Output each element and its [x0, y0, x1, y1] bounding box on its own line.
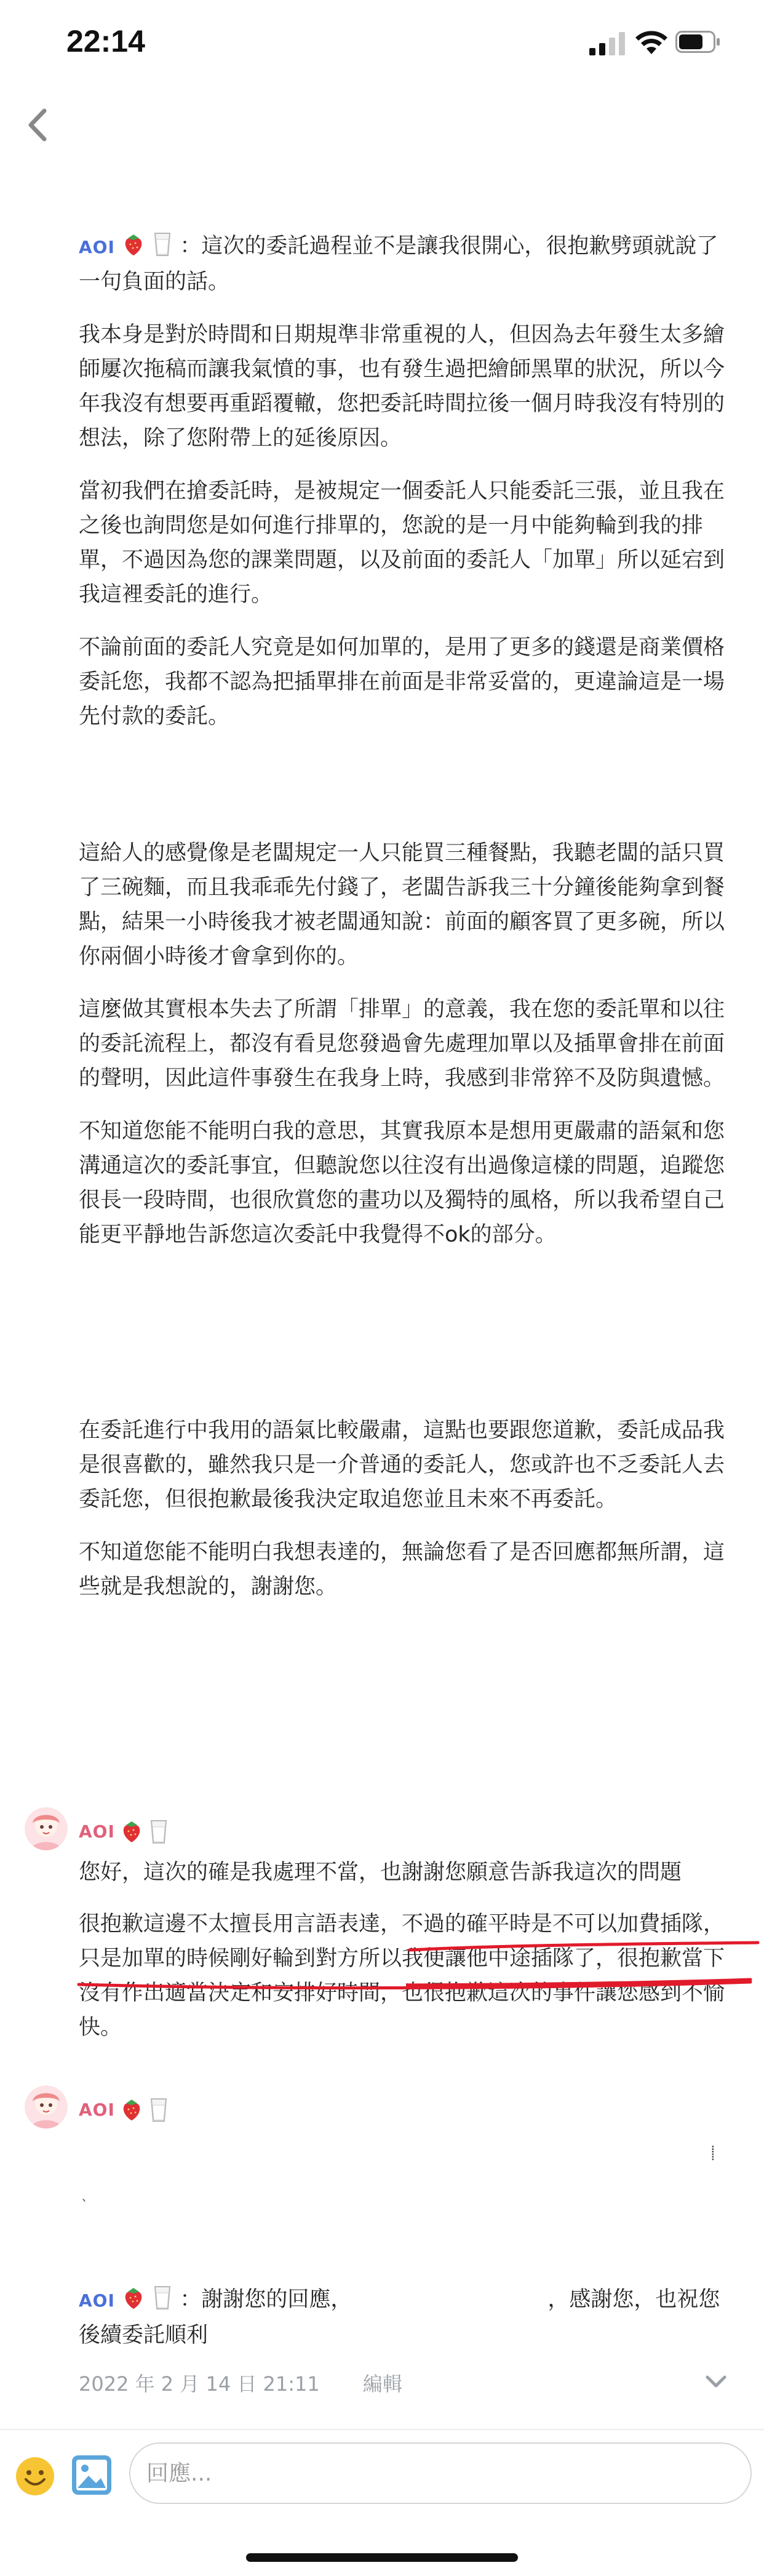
post-intro-text: ：這次的委託過程並不是讓我很開心，很抱歉劈頭就說了一句負面的話。 [79, 234, 718, 294]
battery-icon [675, 31, 721, 53]
image-icon[interactable] [70, 2454, 113, 2497]
avatar[interactable] [25, 2085, 68, 2129]
reply-name-row [79, 2094, 169, 2125]
avatar[interactable] [25, 1807, 68, 1850]
reply-header [25, 1807, 738, 1856]
milk-glass-emoji [152, 231, 173, 257]
strawberry-emoji [122, 2285, 145, 2310]
post-paragraph: 當初我們在搶委託時，是被規定一個委託人只能委託三張，並且我在之後也詢問您是如何進行排單的，您說的是一月中能夠輪到我的排單，不過因為您的課業問題，以及前面的委託人「加單」所以延宕到我這裡委託的進行。 [79, 479, 725, 607]
reply-header [25, 2085, 738, 2135]
reply-author-name[interactable]: AOI [79, 2099, 115, 2120]
status-time: 22:14 [66, 24, 145, 58]
reply-body [79, 1855, 731, 2045]
reply-line: 很抱歉這邊不太擅長用言語表達，不過的確平時是不可以加費插隊，只是加單的時候剛好輪到對方所以我便讓他中途插隊了，很抱歉當下沒有作出適當決定和安排好時間，也很抱歉這次的事件讓您感到不愉快。 [79, 1912, 725, 2040]
reply-line: 您好，這次的確是我處理不當，也謝謝您願意告訴我這次的問題 [79, 1860, 682, 1885]
post-section-2 [79, 836, 731, 1270]
home-indicator [246, 2553, 518, 2562]
edit-link[interactable]: 編輯 [362, 2372, 402, 2396]
reply-name-row [79, 1816, 169, 1847]
final-reply-text-b: ，感謝您，也祝您後續委託順利 [79, 2287, 720, 2348]
post-intro [79, 229, 731, 299]
post-paragraph: 不知道您能不能明白我的意思，其實我原本是想用更嚴肅的語氣和您溝通這次的委託事宜，但聽說您以往沒有出過像這樣的問題，追蹤您很長一段時間，也很欣賞您的畫功以及獨特的風格，所以我希望自己能更平靜地告訴您這次委託中我覺得不ok的部分。 [79, 1119, 725, 1247]
milk-glass-emoji [152, 2284, 173, 2310]
status-bar [0, 0, 764, 80]
reply-author-name[interactable]: AOI [79, 1821, 115, 1842]
final-reply-text-a: ：謝謝您的回應， [180, 2287, 352, 2312]
wifi-icon [634, 28, 669, 55]
milk-glass-emoji [148, 2097, 169, 2122]
smiley-face-icon[interactable] [15, 2456, 55, 2497]
author-name[interactable]: AOI [79, 237, 115, 257]
strawberry-emoji [120, 1819, 143, 1844]
post-paragraph: 不論前面的委託人究竟是如何加單的，是用了更多的錢還是商業價格委託您，我都不認為把插單排在前面是非常妥當的，更違論這是一場先付款的委託。 [79, 635, 725, 729]
chevron-down-icon[interactable] [702, 2370, 730, 2394]
signal-icon [589, 32, 626, 55]
post-date: 2022 年 2 月 14 日 21:11 [79, 2372, 320, 2396]
stray-mark: ˎ [81, 2186, 88, 2202]
post-paragraph: 不知道您能不能明白我想表達的，無論您看了是否回應都無所謂，這些就是我想說的，謝謝您。 [79, 1540, 725, 1599]
strawberry-emoji [120, 2097, 143, 2122]
strawberry-emoji [122, 232, 145, 257]
post-paragraph: 這給人的感覺像是老闆規定一人只能買三種餐點，我聽老闆的話只買了三碗麵，而且我乖乖先付錢了，老闆告訴我三十分鐘後能夠拿到餐點，結果一小時後我才被老闆通知說：前面的顧客買了更多碗，所以你兩個小時後才會拿到你的。 [79, 841, 725, 969]
back-button[interactable] [21, 103, 58, 146]
post-paragraph: 我本身是對於時間和日期規準非常重視的人，但因為去年發生太多繪師屢次拖稿而讓我氣憤的事，也有發生過把繪師黑單的狀況，所以今年我沒有想要再重蹈覆轍，您把委託時間拉後一個月時我沒有特別的想法，除了您附帶上的延後原因。 [79, 323, 725, 451]
post-meta [79, 2369, 402, 2397]
milk-glass-emoji [148, 1818, 169, 1844]
post-paragraph: 在委託進行中我用的語氣比較嚴肅，這點也要跟您道歉，委託成品我是很喜歡的，雖然我只是一介普通的委託人，您或許也不乏委託人去委託您，但很抱歉最後我決定取追您並且未來不再委託。 [79, 1418, 725, 1512]
author-name[interactable]: AOI [79, 2290, 115, 2311]
final-reply-text [79, 2282, 731, 2353]
post-paragraph: 這麼做其實根本失去了所謂「排單」的意義，我在您的委託單和以往的委託流程上，都沒有看見您發過會先處理加單以及插單會排在前面的聲明，因此這件事發生在我身上時，我感到非常猝不及防與遺憾。 [79, 997, 725, 1091]
reply-input[interactable] [129, 2442, 752, 2504]
final-reply [79, 2282, 731, 2371]
post-section-3 [79, 1413, 731, 1623]
post-section-1 [79, 229, 731, 752]
stray-mark: ⸽ [711, 2146, 715, 2161]
